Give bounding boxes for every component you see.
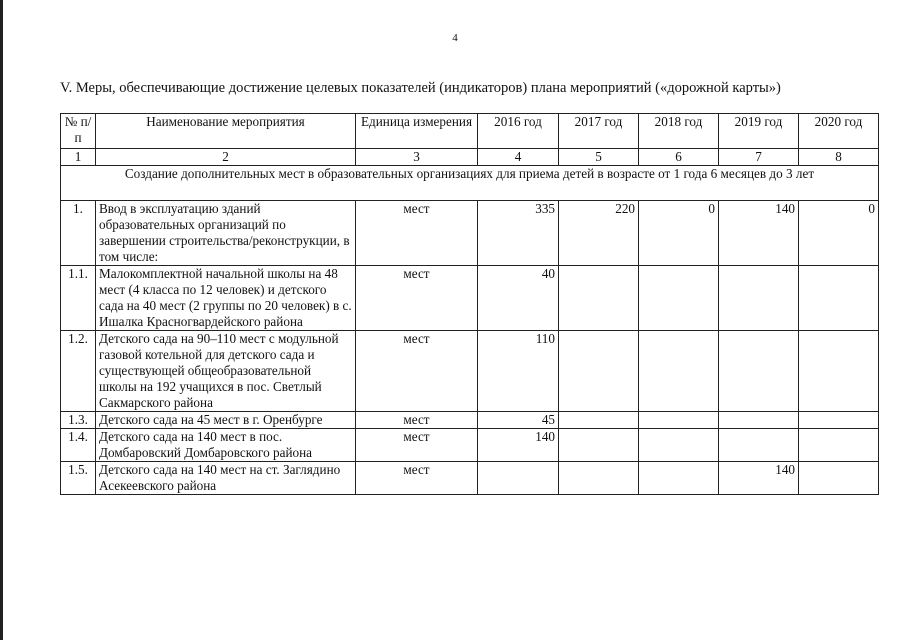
row-name: Ввод в эксплуатацию зданий образовательных организаций по завершении строительства/реконструкции, в том числе:: [96, 201, 356, 266]
table-row: [61, 429, 879, 462]
row-number: 1.2.: [61, 331, 96, 412]
row-number: 1.3.: [61, 412, 96, 429]
row-value-2019: [719, 266, 799, 331]
section-title: Создание дополнительных мест в образовательных организациях для приема детей в возрасте от 1 года 6 месяцев до 3 лет: [61, 166, 879, 201]
row-value-2016: 335: [478, 201, 559, 266]
column-number: 1: [61, 149, 96, 166]
row-number: 1.: [61, 201, 96, 266]
row-name: Детского сада на 140 мест в пос. Домбаровский Домбаровского района: [96, 429, 356, 462]
row-value-2017: [559, 412, 639, 429]
row-value-2017: [559, 331, 639, 412]
row-value-2017: [559, 462, 639, 495]
row-value-2020: 0: [799, 201, 879, 266]
row-value-2018: [639, 462, 719, 495]
table-row: [61, 201, 879, 266]
row-value-2017: 220: [559, 201, 639, 266]
row-number: 1.1.: [61, 266, 96, 331]
column-number: 4: [478, 149, 559, 166]
row-value-2018: 0: [639, 201, 719, 266]
header-unit: Единица измерения: [356, 114, 478, 149]
column-number: 7: [719, 149, 799, 166]
row-value-2020: [799, 462, 879, 495]
row-value-2019: 140: [719, 462, 799, 495]
row-value-2020: [799, 266, 879, 331]
row-number: 1.4.: [61, 429, 96, 462]
table-row: [61, 462, 879, 495]
row-name: Детского сада на 45 мест в г. Оренбурге: [96, 412, 356, 429]
row-unit: мест: [356, 266, 478, 331]
column-number: 6: [639, 149, 719, 166]
row-number: 1.5.: [61, 462, 96, 495]
row-value-2019: [719, 331, 799, 412]
row-value-2016: 140: [478, 429, 559, 462]
page-number: 4: [452, 32, 458, 44]
row-value-2018: [639, 412, 719, 429]
header-2017: 2017 год: [559, 114, 639, 149]
row-name: Малокомплектной начальной школы на 48 мест (4 класса по 12 человек) и детского сада на 40 мест (2 группы по 20 человек) в с. Ишалка Красногвардейского района: [96, 266, 356, 331]
row-value-2020: [799, 429, 879, 462]
roadmap-table: [60, 113, 879, 495]
row-unit: мест: [356, 331, 478, 412]
column-number: 5: [559, 149, 639, 166]
header-2016: 2016 год: [478, 114, 559, 149]
row-value-2020: [799, 331, 879, 412]
row-value-2020: [799, 412, 879, 429]
table-header-row: [61, 114, 879, 149]
row-value-2016: 40: [478, 266, 559, 331]
row-value-2019: [719, 429, 799, 462]
row-value-2017: [559, 429, 639, 462]
section-heading: V. Меры, обеспечивающие достижение целевых показателей (индикаторов) плана мероприятий («дорожной карты»): [60, 80, 781, 96]
column-number: 2: [96, 149, 356, 166]
left-margin-bar: [0, 0, 3, 640]
row-unit: мест: [356, 462, 478, 495]
row-value-2018: [639, 331, 719, 412]
row-name: Детского сада на 140 мест на ст. Заглядино Асекеевского района: [96, 462, 356, 495]
column-number: 3: [356, 149, 478, 166]
row-value-2019: 140: [719, 201, 799, 266]
section-row: [61, 166, 879, 201]
row-unit: мест: [356, 201, 478, 266]
table-row: [61, 412, 879, 429]
row-name: Детского сада на 90–110 мест с модульной газовой котельной для детского сада и существующей общеобразовательной школы на 192 учащихся в пос. Светлый Сакмарского района: [96, 331, 356, 412]
table-row: [61, 331, 879, 412]
column-number: 8: [799, 149, 879, 166]
header-2020: 2020 год: [799, 114, 879, 149]
column-number-row: [61, 149, 879, 166]
row-value-2018: [639, 429, 719, 462]
row-value-2018: [639, 266, 719, 331]
row-unit: мест: [356, 429, 478, 462]
row-value-2016: 45: [478, 412, 559, 429]
row-unit: мест: [356, 412, 478, 429]
header-name: Наименование мероприятия: [96, 114, 356, 149]
row-value-2016: [478, 462, 559, 495]
header-2018: 2018 год: [639, 114, 719, 149]
row-value-2017: [559, 266, 639, 331]
header-num: № п/п: [61, 114, 96, 149]
table-row: [61, 266, 879, 331]
row-value-2016: 110: [478, 331, 559, 412]
header-2019: 2019 год: [719, 114, 799, 149]
row-value-2019: [719, 412, 799, 429]
